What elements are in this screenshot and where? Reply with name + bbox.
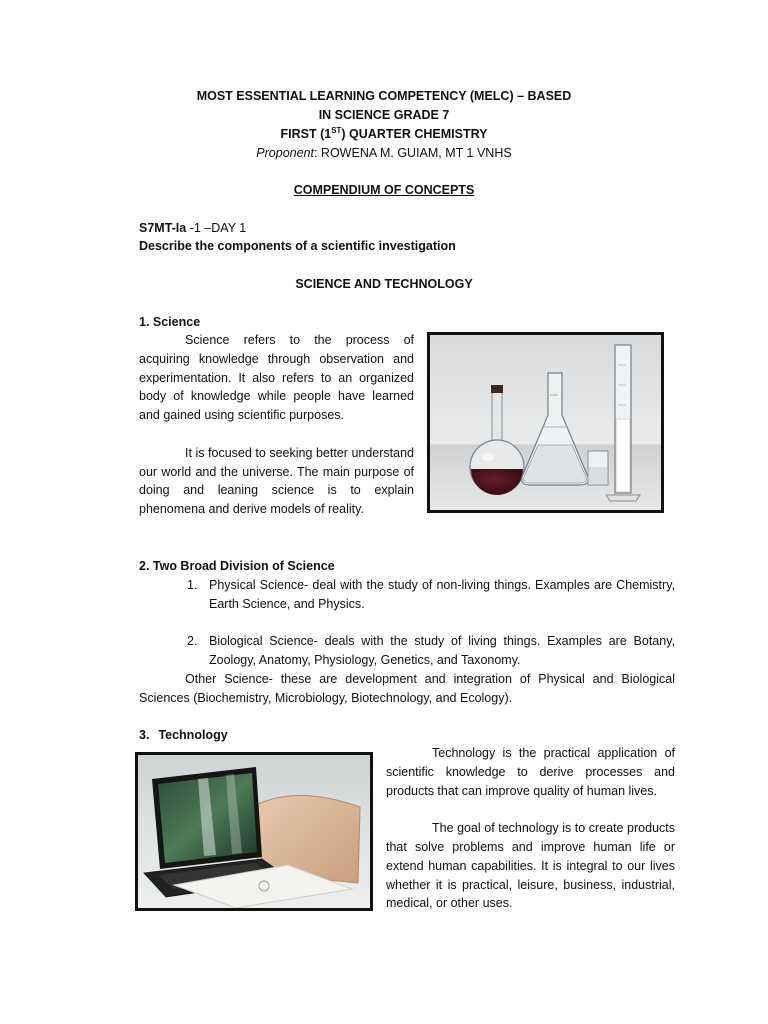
lab-glassware-image [427, 332, 664, 513]
header-line-1: MOST ESSENTIAL LEARNING COMPETENCY (MELC) – BASED [196, 89, 572, 103]
list-item [139, 576, 675, 614]
technology-heading-number: 3. [139, 728, 150, 742]
technology-heading-text: Technology [158, 728, 228, 742]
technology-paragraph-2: The goal of technology is to create products that solve problems and improve human life or extend human capabilities. It is integral to our lives whether it is practical, leisure, business, industrial, medical, or other uses. [386, 821, 675, 911]
section-title: SCIENCE AND TECHNOLOGY [295, 277, 473, 291]
lesson-code-day: -1 –DAY 1 [186, 221, 247, 235]
list-item [139, 632, 675, 670]
science-heading: 1. Science [139, 315, 201, 329]
proponent-label: Proponent [256, 146, 314, 160]
divisions-list [139, 576, 675, 708]
list-item-number: 2. [187, 634, 198, 649]
lesson-code-id: S7MT-Ia [139, 221, 187, 235]
list-item-number: 1. [187, 578, 198, 592]
technology-paragraph-1: Technology is the practical application of scientific knowledge to derive processes and products that can improve quality of human lives. [386, 746, 675, 798]
list-item-text: Biological Science- deals with the study of living things. Examples are Botany, Zoology, Anatomy, Physiology, Genetics, and Taxonomy. [209, 634, 675, 668]
other-science-paragraph: Other Science- these are development and integration of Physical and Biological Sciences (Biochemistry, Microbiology, Biotechnology, and Ecology). [139, 671, 675, 705]
proponent-line [0, 144, 768, 163]
list-item-text: Physical Science- deal with the study of non-living things. Examples are Chemistry, Earth Science, and Physics. [209, 578, 675, 611]
header-line-2: IN SCIENCE GRADE 7 [318, 108, 450, 122]
divisions-heading: 2. Two Broad Division of Science [139, 559, 335, 573]
science-text [139, 331, 414, 519]
laptops-illustration [138, 755, 370, 908]
compendium-title [0, 181, 768, 200]
technology-heading [139, 726, 228, 745]
proponent-value: : ROWENA M. GUIAM, MT 1 VNHS [313, 146, 512, 160]
lab-glassware-illustration [430, 335, 661, 510]
science-paragraph-2: It is focused to seeking better understand our world and the universe. The main purpose of doing and leaning science is to explain phenomena and derive models of reality. [139, 445, 414, 517]
compendium-title-text: COMPENDIUM OF CONCEPTS [293, 183, 475, 197]
lesson-objective: Describe the components of a scientific investigation [139, 239, 456, 253]
technology-text [386, 744, 675, 913]
science-paragraph-1: Science refers to the process of acquiring knowledge through observation and experimentation. It also refers to an organized body of knowledge while people have learned and gained using scientific purposes. [139, 333, 414, 423]
header-line-3 [0, 125, 768, 144]
header-line-3-sup: ST [331, 125, 342, 135]
header-line-3-post: ) QUARTER CHEMISTRY [341, 127, 488, 141]
lesson-code [139, 219, 246, 238]
laptops-image [135, 752, 373, 911]
header-line-3-pre: FIRST (1 [280, 127, 332, 141]
